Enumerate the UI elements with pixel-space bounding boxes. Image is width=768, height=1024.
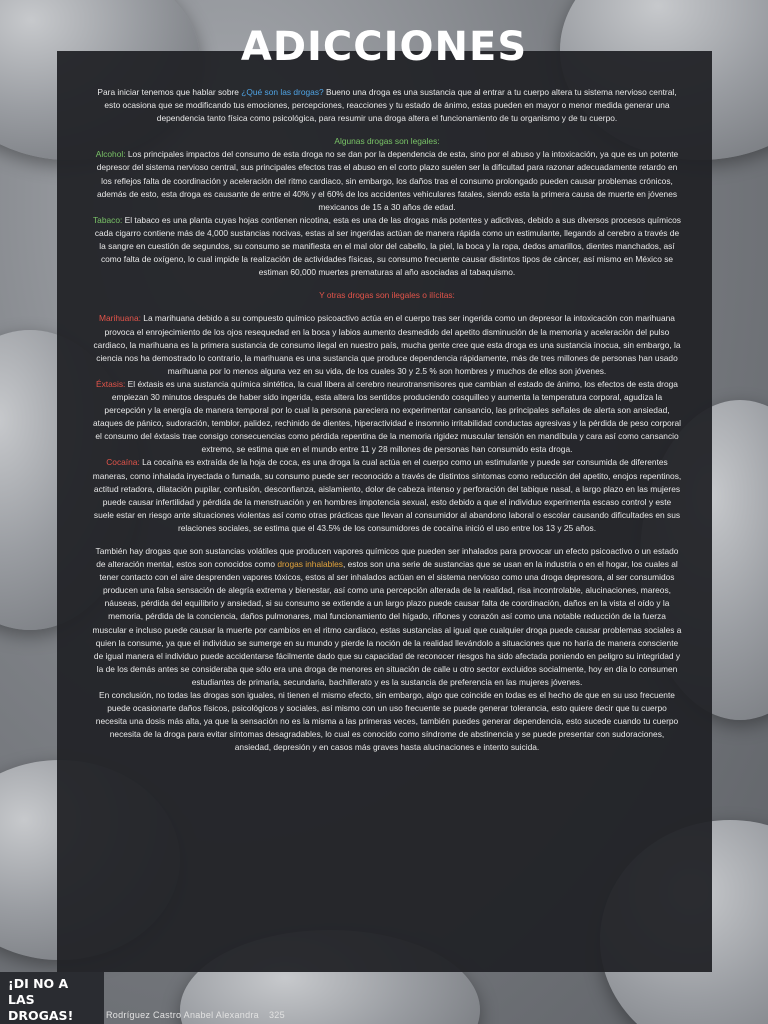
tabaco-paragraph: [92, 214, 682, 279]
page-number: 325: [269, 1010, 285, 1020]
inhalables-highlight: drogas inhalables: [277, 559, 343, 570]
alcohol-text: Los principales impactos del consumo de esta droga no se dan por la dependencia de esta, sino por el abuso y la intoxicación, ya que es un potente depresor del sistema nervioso central, sus principales efectos tras el abuso en el corto plazo suelen ser la dificultad para razonar adecuadamente retardo en los reflejos falta de coordinación y aceleración del ritmo cardiaco, sin embargo, los daños tras el consumo prolongado pueden causar problemas crónicos, además de esto, esta droga es causante de entre el 40% y el 60% de los accidentes vehiculares fatales, siendo esta la primera causa de muerte en jóvenes mexicanos de 15 a 30 años de edad.: [96, 149, 679, 212]
tabaco-label: Tabaco:: [92, 214, 123, 225]
legal-drugs-heading: Algunas drogas son legales:: [334, 136, 440, 147]
conclusion-paragraph: En conclusión, no todas las drogas son iguales, ni tienen el mismo efecto, sin embargo, algo que coincide en todas es el hecho de que en su uso frecuente puede ocasionarte daños físicos, psicológicos y sociales, así mismo con un uso frecuente se puede generar tolerancia, esto quiere decir que tu cuerpo necesita una dosis más alta, ya que la sensación no es la misma a las primeras veces, también puedes generar dependencia, esto sucede cuando tu cuerpo necesita de la droga para evitar síntomas desagradables, lo cual es conocido como síndrome de abstinencia y se puede presentar con sudoraciones, ansiedad, depresión y en casos más graves hasta alucinaciones e intento suicida.: [95, 690, 679, 753]
tabaco-text: El tabaco es una planta cuyas hojas contienen nicotina, esta es una de las drogas más potentes y adictivas, debido a sus diversos procesos químicos cada cigarro contiene más de 4,000 sustancias nocivas, estas al ser ingeridas actúan de manera rápida como un estimulante, llegando al cerebro a través de la sangre en cuestión de segundos, su consumo se manifiesta en el mal olor del cabello, la piel, la boca y la ropa, dedos amarillos, dientes manchados, así como falta de oxígeno, lo cual impide la realización de actividades físicas, su consumo frecuente causar distintos tipos de cáncer, así mismo en México se estiman 60,000 muertes prematuras al año asociadas al tabaquismo.: [94, 214, 681, 278]
illegal-drugs-heading: Y otras drogas son ilegales o ilícitas:: [319, 290, 455, 301]
intro-paragraph: [92, 86, 682, 125]
article-body: [92, 86, 682, 755]
cocaina-text: La cocaína es extraída de la hoja de coca, es una droga la cual actúa en el cuerpo como un estimulante y puede ser consumida de diferentes maneras, como inhalada inyectada o fumada, su consumo puede ser reconocido a través de distintos síntomas como reducción del apetito, enojos repentinos, actitud retadora, dilatación pupilar, confusión, desconfianza, aislamiento, dolor de cabeza intenso y perforación del tabique nasal, a largo plazo en las mujeres puede causar infertilidad y pérdida de la menstruación y en hombres impotencia sexual, esto debido a que el individuo experimenta escaso control y este suele estar en riesgo ante situaciones violentas así como otras prácticas que llevan al consumidor al abandono laboral o escolar causando dificultades en sus relaciones sociales, se estima que el 43.5% de los consumidores de cocaína inició el uso entre los 13 y 25 años.: [92, 457, 682, 533]
marihuana-text: La marihuana debido a su compuesto químico psicoactivo actúa en el cuerpo tras ser ingerida como un depresor la intoxicación con marihuana provoca el enrojecimiento de los ojos resequedad en la boca y labios aumento desmedido del apetito disminución de la memoria y aceleración del pulso cardiaco, la marihuana es la primera sustancia de consumo ilegal en nuestro país, mucha gente cree que esta droga es una sustancia inocua, sin embargo, la ciencia nos ha demostrado lo contrario, la marihuana es una sustancia que produce dependencia rápidamente, más de tres millones de personas han usado marihuana por lo menos alguna vez en su vida, de los cuales 30 y 2.5 % son hombres y muchos de ellos son jóvenes.: [93, 313, 681, 376]
intro-text-cont: Bueno una droga es una sustancia que al entrar a tu cuerpo altera tu sistema nervioso central, esto ocasiona que se modificando tus emociones, percepciones, reacciones y tu estado de ánimo, estas pueden en mayor o menor medida generar una dependencia tanto física como psicológica, para resumir una droga altera el funcionamiento de tu organismo y de tu cuerpo.: [104, 87, 677, 124]
page-title: ADICCIONES: [240, 24, 528, 70]
inhalables-text-cont: , estos son una serie de sustancias que se usan en la industria o en el hogar, los cuales al tener contacto con el aire desprenden vapores tóxicos, estos al ser inhalados actúan en el sistema nervioso como una droga depresora, al ser consumidos producen una falsa sensación de alegría extrema y bienestar, así como una percepción alterada de la realidad, risa incontrolable, alucinaciones, mareos, náuseas, pérdida del equilibrio y ansiedad, si su consumo se extiende a un largo plazo puede causar falta de coordinación, daños en la vista el oído y la memoria, pérdida de la conciencia, daños pulmonares, mal funcionamiento del hígado, riñones y corazón así como una notable reducción de la fuerza muscular e incluso puede causar la muerte por cambios en el ritmo cardiaco, estas sustancias al igual que cualquier droga puede causar problemas sociales a quien la consume, ya que el individuo se sumerge en su mundo y pierde la noción de la realidad llevándolo a situaciones que no haría de manera consciente de igual manera el individuo puede accidentarse fácilmente dado que su capacidad de reconocer riesgos ha sido afectada poniendo en peligro su integridad y la de los demás antes se consideraba que sólo era una droga de menores en situación de calle u otro sector excluidos socialmente, hoy en día lo consumen estudiantes de primaria, secundaria, bachillerato y es la sustancia de preferencia en las mujeres jóvenes.: [92, 559, 682, 687]
cocaina-label: Cocaína:: [106, 457, 140, 468]
inhalables-text: También hay drogas que son sustancias volátiles que producen vapores químicos que pueden ser inhalados para provocar un efecto psicoactivo o un estado de alteración mental, estos son conocidos como: [95, 546, 679, 570]
what-are-drugs-link[interactable]: ¿Qué son las drogas?: [241, 87, 324, 97]
page-footer: [106, 1010, 285, 1020]
marihuana-paragraph: [92, 312, 682, 377]
alcohol-label: Alcohol:: [95, 149, 126, 160]
extasis-label: Éxtasis:: [96, 378, 126, 389]
slogan-badge: [0, 972, 104, 1024]
intro-text: Para iniciar tenemos que hablar sobre: [97, 87, 242, 97]
inhalables-paragraph: [92, 545, 682, 689]
author-name: Rodríguez Castro Anabel Alexandra: [106, 1010, 259, 1020]
slogan-line-2: LAS DROGAS!: [8, 992, 74, 1023]
extasis-text: El éxtasis es una sustancia química sintética, la cual libera al cerebro neurotransmisores que cambian el estado de ánimo, los efectos de esta droga empiezan 30 minutos después de haber sido ingerida, esta altera los sentidos produciendo cosquilleo y aumenta la temperatura corporal, agudiza la percepción y la energía de manera temporal por lo cual la persona pareciera no experimentar cansancio, las principales señales de alerta son ansiedad, ataques de pánico, sudoración, temblor, palidez, rechinido de dientes, hiperactividad e insomnio irritabilidad conductas agresivas y la pérdida de peso corporal el consumo del éxtasis trae consigo consecuencias como pérdida repentina de la memoria rigidez muscular tensión en mandíbula y cara así como cansancio extremo, se estima que en el mundo entre 11 y 28 millones de personas han consumido esta droga.: [93, 378, 681, 455]
cocaina-paragraph: [92, 456, 682, 535]
extasis-paragraph: [92, 378, 682, 457]
alcohol-paragraph: [92, 148, 682, 213]
slogan-line-1: ¡DI NO A: [8, 976, 69, 991]
marihuana-label: Marihuana:: [99, 313, 141, 324]
